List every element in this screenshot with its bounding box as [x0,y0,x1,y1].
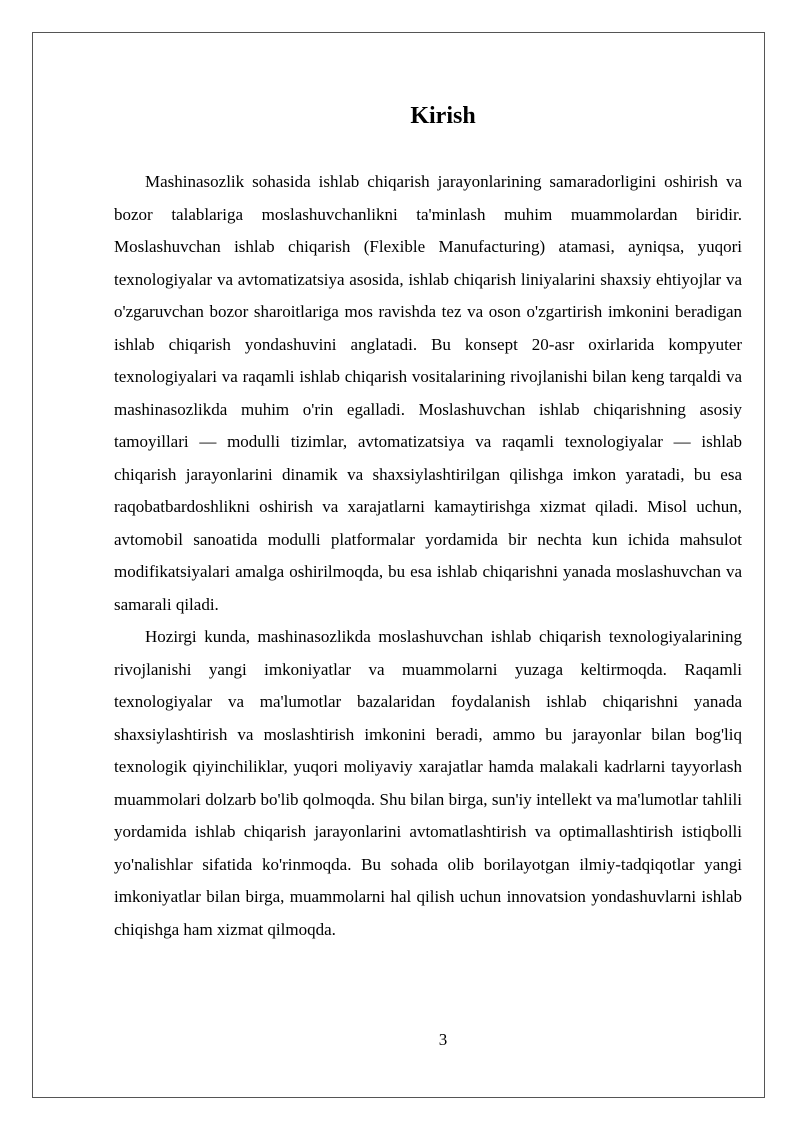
page-title: Kirish [410,103,476,129]
paragraph-2: Hozirgi kunda, mashinasozlikda moslashuvchan ishlab chiqarish texnologiyalarining rivojlanishi yangi imkoniyatlar va muammolarni yuzaga keltirmoqda. Raqamli texnologiyalar va ma'lumotlar bazalaridan foydalanish ishlab chiqarishni yanada shaxsiylashtirish va moslashtirish imkonini beradi, ammo bu jarayonlar bilan bog'liq texnologik qiyinchiliklar, yuqori moliyaviy xarajatlar hamda malakali kadrlarni tayyorlash muammolari dolzarb bo'lib qolmoqda. Shu bilan birga, sun'iy intellekt va ma'lumotlar tahlili yordamida ishlab chiqarish jarayonlarini avtomatlashtirish va optimallashtirish istiqbolli yo'nalishlar sifatida ko'rinmoqda. Bu sohada olib borilayotgan ilmiy-tadqiqotlar yangi imkoniyatlar bilan birga, muammolarni hal qilish uchun innovatsion yondashuvlarni ishlab chiqishga ham xizmat qilmoqda. [114,627,742,939]
body-text [114,166,742,946]
paragraph-1: Mashinasozlik sohasida ishlab chiqarish jarayonlarining samaradorligini oshirish va bozor talablariga moslashuvchanlikni ta'minlash muhim muammolardan biridir. Moslashuvchan ishlab chiqarish (Flexible Manufacturing) atamasi, ayniqsa, yuqori texnologiyalar va avtomatizatsiya asosida, ishlab chiqarish liniyalarini shaxsiy ehtiyojlar va o'zgaruvchan bozor sharoitlariga mos ravishda tez va oson o'zgartirish imkonini beradigan ishlab chiqarish yondashuvini anglatadi. Bu konsept 20-asr oxirlarida kompyuter texnologiyalari va raqamli ishlab chiqarish vositalarining rivojlanishi bilan keng tarqaldi va mashinasozlikda muhim o'rin egalladi. Moslashuvchan ishlab chiqarishning asosiy tamoyillari — modulli tizimlar, avtomatizatsiya va raqamli texnologiyalar — ishlab chiqarish jarayonlarini dinamik va shaxsiylashtirilgan qilishga imkon yaratadi, bu esa raqobatbardoshlikni oshirish va xarajatlarni kamaytirishga xizmat qiladi. Misol uchun, avtomobil sanoatida modulli platformalar yordamida bir nechta kun ichida mahsulot modifikatsiyalari amalga oshirilmoqda, bu esa ishlab chiqarishni yanada moslashuvchan va samarali qiladi. [114,172,742,614]
page-number: 3 [438,1030,448,1049]
